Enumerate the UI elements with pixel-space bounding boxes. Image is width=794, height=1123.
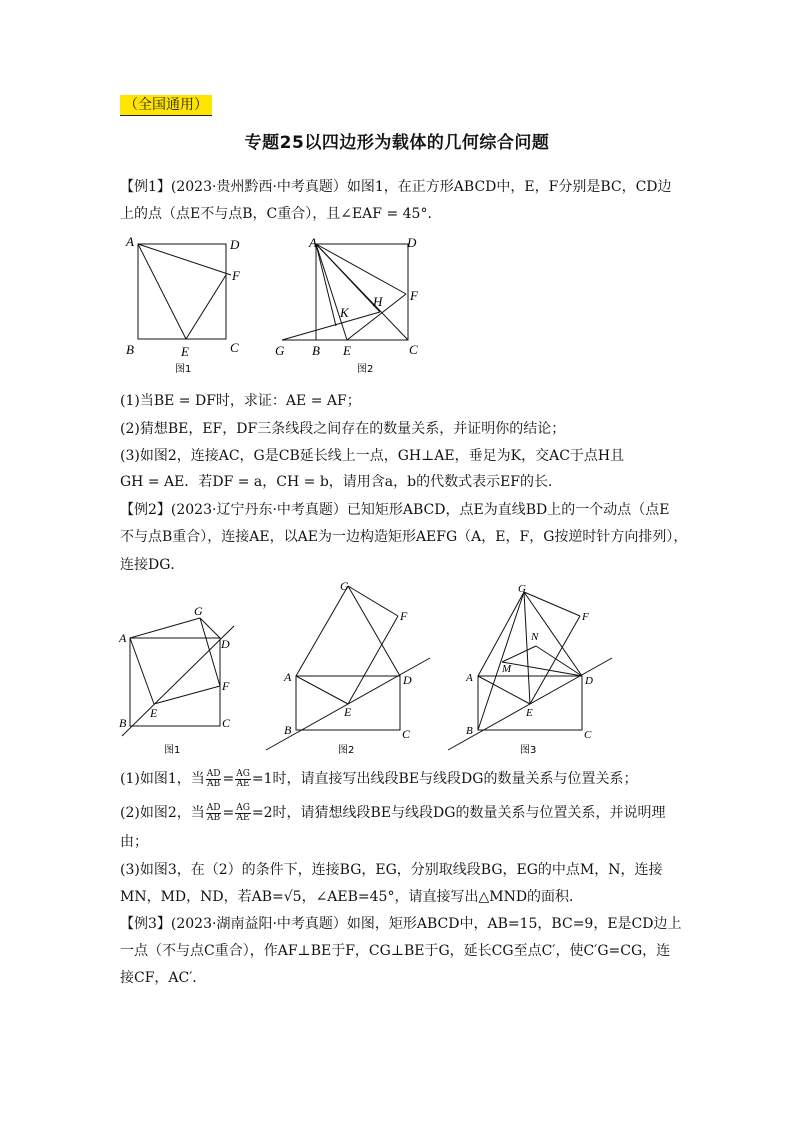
label-c: C: [584, 729, 592, 741]
label-c: C: [402, 727, 411, 741]
label-c: C: [230, 340, 239, 355]
ex1-q1: (1)当BE = DF时，求证：AE = AF；: [120, 393, 361, 409]
scope-tag: （全国通用）: [120, 95, 212, 116]
ex2-line3: 连接DG．: [120, 557, 185, 573]
label-m: M: [502, 663, 512, 675]
label-a: A: [119, 631, 127, 645]
label-c: C: [222, 716, 231, 730]
label-a: A: [466, 672, 473, 684]
ex1-q3b: GH = AE．若DF = a，CH = b，请用含a，b的代数式表示EF的长．: [120, 474, 563, 490]
ex2-figure-3: [440, 578, 620, 760]
label-g: G: [194, 604, 203, 618]
label-c: C: [409, 342, 418, 357]
label-b: B: [466, 725, 473, 737]
ex2-fig1-caption: 图1: [164, 745, 181, 756]
label-e: E: [150, 706, 158, 720]
ex2-fig2-caption: 图2: [338, 745, 355, 756]
label-b: B: [126, 342, 134, 357]
ex3-line3: 接CF，AC′．: [120, 970, 207, 986]
ex2-figure-1: [112, 600, 252, 760]
label-f: F: [582, 611, 589, 623]
ex2-line1: 【例2】(2023·辽宁丹东·中考真题）已知矩形ABCD，点E为直线BD上的一个动点（点E: [120, 502, 670, 518]
ex3-line2: 一点（不与点C重合），作AF⊥BE于F，CG⊥BE于G，延长CG至点C′，使C′G=CG，连: [120, 943, 671, 959]
label-b: B: [119, 716, 127, 730]
ex1-figure-1: [120, 232, 250, 378]
label-d: D: [403, 673, 412, 687]
label-e: E: [526, 707, 533, 719]
ex2-q2b: 由；: [120, 834, 148, 850]
ex1-line1: 【例1】(2023·贵州黔西·中考真题）如图1，在正方形ABCD中，E，F分别是BC，CD边: [120, 179, 672, 195]
ex1-figure-2: [272, 232, 432, 378]
ex2-figure-2: [258, 578, 438, 760]
ex2-q1: (1)如图1，当 $\frac{AD}{AB}$ = $\frac{AG}{AE}$ =1时，请直接写出线段BE与线段DG的数量关系与位置关系；: [120, 768, 638, 789]
ex1-q3a: (3)如图2，连接AC，G是CB延长线上一点，GH⊥AE，垂足为K，交AC于点H且: [120, 448, 625, 464]
page-title: 专题25以四边形为载体的几何综合问题: [244, 133, 550, 153]
ex2-q2: (2)如图2，当 $\frac{AD}{AB}$ = $\frac{AG}{AE}$ =2时，请猜想线段BE与线段DG的数量关系与位置关系，并说明理: [120, 802, 666, 823]
ex2-q3a: (3)如图3，在（2）的条件下，连接BG，EG，分别取线段BG，EG的中点M，N，连接: [120, 862, 663, 878]
label-b: B: [312, 343, 320, 358]
ex2-fig3-caption: 图3: [520, 745, 537, 756]
label-e: E: [343, 343, 351, 358]
ex2-q3b: MN，MD，ND，若AB=√5，∠AEB=45°，请直接写出△MND的面积．: [120, 889, 584, 905]
label-k: K: [340, 305, 349, 320]
label-e: E: [181, 344, 189, 359]
label-d: D: [585, 675, 593, 687]
label-f: F: [410, 288, 418, 303]
ex1-fig1-caption: 图1: [175, 364, 192, 375]
label-a: A: [126, 234, 134, 249]
ex1-fig2-caption: 图2: [357, 364, 374, 375]
ex2-line2: 不与点B重合），连接AE，以AE为一边构造矩形AEFG（A，E，F，G按逆时针方向排列），: [120, 529, 688, 545]
ex1-line2: 上的点（点E不与点B，C重合），且∠EAF = 45°.: [120, 206, 432, 222]
label-b: B: [284, 723, 292, 737]
label-a: A: [309, 235, 317, 250]
label-n: N: [531, 631, 539, 643]
label-d: D: [407, 235, 417, 250]
label-e: E: [344, 705, 352, 719]
label-f: F: [400, 609, 408, 623]
label-f: F: [222, 679, 230, 693]
ex3-line1: 【例3】(2023·湖南益阳·中考真题）如图，矩形ABCD中，AB=15，BC=9，E是CD边上: [120, 916, 682, 932]
label-d: D: [230, 237, 240, 252]
label-g: G: [275, 343, 285, 358]
label-g: G: [340, 579, 349, 593]
label-d: D: [221, 637, 230, 651]
ex1-q2: (2)猜想BE，EF，DF三条线段之间存在的数量关系，并证明你的结论；: [120, 421, 566, 437]
label-g: G: [518, 583, 526, 595]
label-h: H: [373, 294, 383, 309]
label-a: A: [284, 670, 292, 684]
label-f: F: [232, 268, 240, 283]
